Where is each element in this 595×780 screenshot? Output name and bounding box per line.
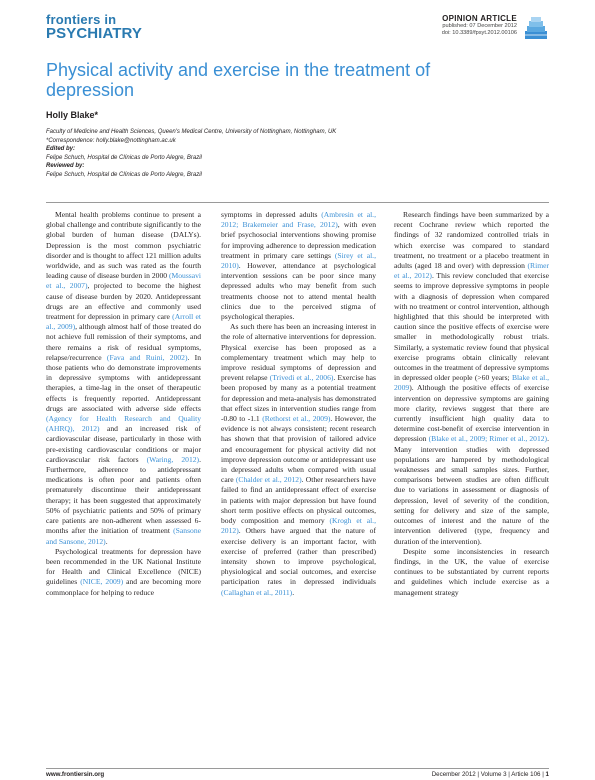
- citation-link[interactable]: (Blake et al., 2009; Rimer et al., 2012): [428, 434, 548, 444]
- paragraph: Psychological treatments for depression have been recommended in the UK National Institute for Health and Clinical Excellence (NICE) guidelines (NICE, 2009) and are becoming more commonplace for helping to reduce: [46, 546, 201, 597]
- citation-link[interactable]: (Ambresin et al., 2012; Brakemeier and Frase, 2012): [221, 210, 376, 230]
- paragraph: Despite some inconsistencies in research findings, in the UK, the value of exercise continues to be substantiated by current reports and guidelines which include exercise as a management strategy: [394, 546, 549, 597]
- citation-link[interactable]: (Arroll et al., 2009): [46, 312, 202, 332]
- citation-link[interactable]: (Sirey et al., 2010): [221, 250, 376, 271]
- correspondence: *Correspondence: holly.blake@nottingham.ac.uk: [46, 137, 176, 144]
- citation-link[interactable]: (Agency for Health Research and Quality (AHRQ), 2012): [46, 414, 201, 434]
- citation-link[interactable]: (Waring, 2012): [146, 454, 200, 464]
- affiliation: Faculty of Medicine and Health Sciences, Queen's Medical Centre, University of Nottingham, Nottingham, UK: [46, 129, 337, 135]
- reviewed-by: Felipe Schuch, Hospital de Clínicas de Porto Alegre, Brazil: [46, 171, 202, 178]
- paragraph: As such there has been an increasing interest in the role of alternative interventions for depression. Physical exercise has been proposed as a complementary treatment which may help to improve residual symptoms of depression and prevent relapse (Trivedi et al., 2006). Exercise has been proposed by many as a potential treatment for depression and meta-analysis has demonstrated that effect sizes in intervention studies range from -0.80 to -1.1 (Rethorst et al., 2009). However, the evidence is not always consistent; recent research has shown that that provision of tailored advice and encouragement for physical activity did not improve depression outcome or antidepressant use in depressed adults when compared with usual care (Chalder et al., 2012). Other researchers have failed to find an antidepressant effect of exercise in patients with major depression but have found short term positive effects on physical outcomes, body composition and memory (Krogh et al., 2012). Others have argued that the nature of exercise delivery is an important factor, with exercise of preferred (rather than prescribed) intensity shown to improve psychological, physiological and social outcomes, and exercise participation rates in depressed individuals (Callaghan et al., 2011).: [221, 322, 376, 597]
- journal-website-link[interactable]: www.frontiersin.org: [46, 771, 105, 778]
- citation-link[interactable]: Blake et al., 2009: [394, 373, 549, 393]
- journal-logo[interactable]: [46, 13, 142, 41]
- citation-link[interactable]: (Rethorst et al., 2009): [262, 414, 331, 424]
- paragraph: Mental health problems continue to present a global challenge and contribute significantly to the global burden of human disease (DALYs). Depression is the most common psychiatric disorder and is thought to affect 121 million adults worldwide, and as such was rated as the fourth leading cause of disease burden in 2000 (Moussavi et al., 2007), projected to become the highest cause of disease burden by 2020. Antidepressant drugs are an effective and commonly used treatment for depression in primary care (Arroll et al., 2009), although almost half of those treated do not achieve full remission of their symptoms, and there remains a risk of residual symptoms, relapse/recurrence (Fava and Ruini, 2002). In those patients who do demonstrate improvements in depressive symptoms with antidepressant therapies, a time-lag in the onset of therapeutic effects is frequently reported. Antidepressant drugs are associated with adverse side effects (Agency for Health Research and Quality (AHRQ), 2012) and an increased risk of cardiovascular disease, particularly in those with pre-existing cardiovascular conditions or major cardiovascular risk factors (Waring, 2012). Furthermore, adherence to antidepressant medications is often poor and patients often prematurely discontinue their antidepressant therapy; it has been suggested that approximately 50% of psychiatric patients and 50% of primary care patients are non-adherent when assessed 6-months after the initiation of treatment (Sansone and Sansone, 2012).: [46, 210, 202, 546]
- citation-link[interactable]: (NICE, 2009): [80, 577, 124, 587]
- article-meta: [442, 14, 517, 37]
- body-column-1: [46, 210, 201, 750]
- citation-link[interactable]: (Fava and Ruini, 2002): [106, 352, 188, 362]
- edited-by: Felipe Schuch, Hospital de Clínicas de Porto Alegre, Brazil: [46, 154, 202, 161]
- body-column-2: [221, 210, 376, 750]
- citation-link[interactable]: (Chalder et al., 2012): [235, 475, 302, 485]
- edited-by-label: Edited by:: [46, 146, 76, 152]
- citation-link[interactable]: (Trivedi et al., 2006): [269, 373, 334, 383]
- citation-link[interactable]: (Krogh et al., 2012): [221, 516, 376, 536]
- footer-divider: [46, 768, 549, 769]
- citation-link[interactable]: (Moussavi et al., 2007): [46, 271, 202, 291]
- journal-header: [46, 13, 549, 53]
- affiliation-block: [46, 128, 546, 179]
- body-column-3: [394, 210, 549, 750]
- article-type: OPINION ARTICLE: [442, 14, 517, 23]
- journal-stack-icon: [523, 16, 549, 42]
- page-number: 1: [545, 771, 549, 778]
- citation-link[interactable]: (Rimer et al., 2012): [394, 261, 549, 281]
- paragraph: symptoms in depressed adults (Ambresin et al., 2012; Brakemeier and Frase, 2012), with even brief psychosocial interventions showing promise for improving adherence to depression medication treatment in primary care settings (Sirey et al., 2010). However, attendance at psychological intervention sessions can be poor since many depressed adults who may benefit from such treatments choose not to attend mental health clinics due to the perceived stigma of psychological therapies.: [221, 210, 377, 322]
- article-title: Physical activity and exercise in the treatment of depression: [46, 60, 431, 100]
- logo-line1: frontiers in: [46, 12, 117, 27]
- citation-link[interactable]: (Sansone and Sansone, 2012): [46, 526, 201, 546]
- author-name[interactable]: Holly Blake*: [46, 110, 99, 120]
- citation-link[interactable]: (Callaghan et al., 2011): [221, 587, 293, 597]
- published-date: published: 07 December 2012: [442, 23, 517, 29]
- divider: [46, 202, 549, 203]
- paragraph: Research findings have been summarized by a recent Cochrane review which reported the findings of 32 randomized controlled trials in which exercise was compared to standard treatment, no treatment or a placebo treatment in adults (aged 18 and over) with depression (Rimer et al., 2012). This review concluded that exercise seems to improve depressive symptoms in people with a diagnosis of depression when compared with no treatment or control intervention, although highlighted that this should be interpreted with caution since the positive effects of exercise were smaller in methodologically robust trials. Similarly, a systematic review found that physical exercise programs obtain clinically relevant outcomes in the treatment of depressive symptoms in depressed older people (>60 years; Blake et al., 2009). Although the positive effects of exercise intervention on depressive symptoms are gaining more clarity, reviews suggest that there are currently insufficient high quality data to determine cost-benefit of exercise intervention in depression (Blake et al., 2009; Rimer et al., 2012). Many intervention studies with depressed populations are hampered by methodological weaknesses and small samples sizes. Further, comparisons between studies are often difficult due to variations in assessment or diagnosis of depression, level of severity of the condition, setting for delivery and size of the sample, outcomes of interest and the nature of the intervention delivered (type, frequency and duration of the intervention).: [394, 210, 549, 546]
- logo-line2: PSYCHIATRY: [46, 25, 143, 42]
- doi[interactable]: doi: 10.3389/fpsyt.2012.00106: [441, 30, 517, 36]
- reviewed-by-label: Reviewed by:: [46, 163, 85, 169]
- issue-info: December 2012 | Volume 3 | Article 106 | 1: [431, 771, 549, 778]
